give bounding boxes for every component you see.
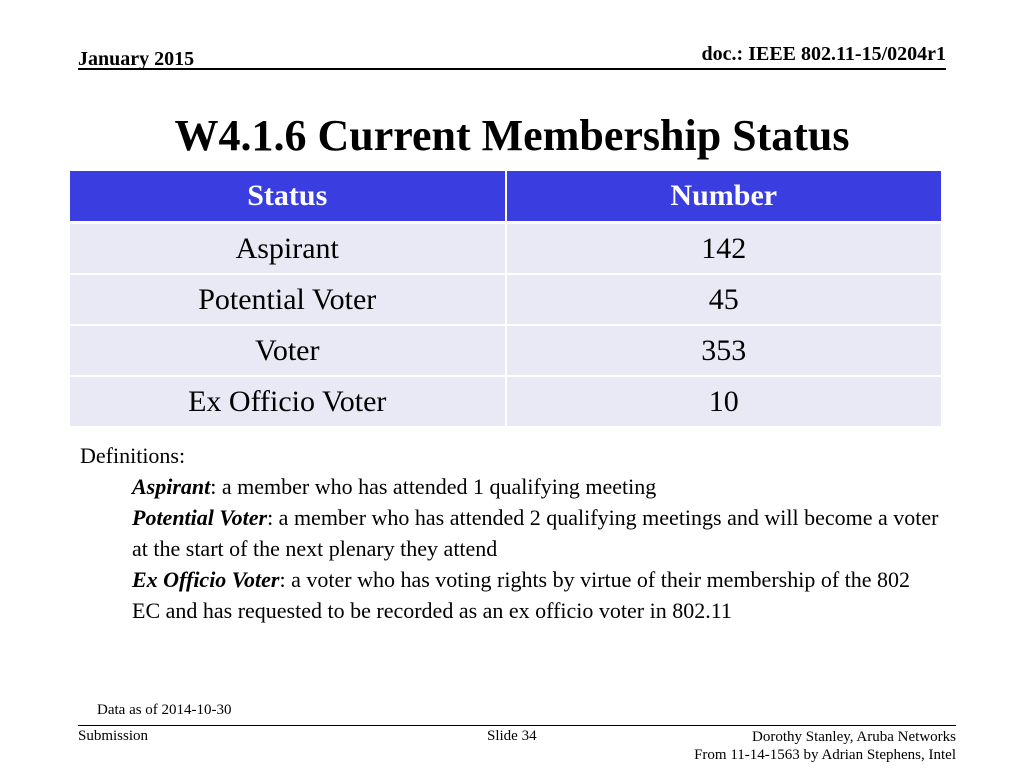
status-cell: Ex Officio Voter xyxy=(70,376,506,426)
definition-term: Ex Officio Voter xyxy=(132,567,280,592)
definition-item xyxy=(80,564,940,626)
document-id: doc.: IEEE 802.11-15/0204r1 xyxy=(701,43,946,65)
definition-item xyxy=(80,502,940,564)
status-cell: Aspirant xyxy=(70,223,506,275)
table-row xyxy=(70,223,941,275)
number-cell: 353 xyxy=(506,325,942,376)
status-cell: Potential Voter xyxy=(70,274,506,325)
slide-number: Slide 34 xyxy=(487,728,537,744)
definition-term: Potential Voter xyxy=(132,505,268,530)
membership-table xyxy=(70,171,941,426)
number-cell: 10 xyxy=(506,376,942,426)
definition-item xyxy=(80,471,940,502)
slide-title: W4.1.6 Current Membership Status xyxy=(174,111,850,160)
footer-author xyxy=(694,728,956,764)
table-row xyxy=(70,376,941,426)
header-date: January 2015 xyxy=(78,48,195,70)
table-row xyxy=(70,274,941,325)
definitions-heading: Definitions: xyxy=(80,443,186,468)
header-divider xyxy=(78,68,946,70)
footer-submission: Submission xyxy=(78,728,149,744)
data-date-note: Data as of 2014-10-30 xyxy=(97,702,232,718)
author-line: Dorothy Stanley, Aruba Networks xyxy=(752,729,956,745)
table-header-row xyxy=(70,171,941,223)
definition-text: : a member who has attended 2 qualifying meetings and will become a voter at the start of the next plenary they attend xyxy=(132,505,939,561)
definition-text: : a member who has attended 1 qualifying meeting xyxy=(210,474,657,499)
status-cell: Voter xyxy=(70,325,506,376)
definition-text: : a voter who has voting rights by virtue of their membership of the 802 EC and has requested to be recorded as an ex officio voter in 802.11 xyxy=(132,567,911,623)
column-header-status: Status xyxy=(70,171,506,223)
definitions-section xyxy=(80,440,940,626)
footer-divider xyxy=(78,725,956,726)
definition-term: Aspirant xyxy=(132,474,211,499)
number-cell: 45 xyxy=(506,274,942,325)
column-header-number: Number xyxy=(506,171,942,223)
number-cell: 142 xyxy=(506,223,942,275)
source-line: From 11-14-1563 by Adrian Stephens, Intel xyxy=(694,747,956,763)
table-row xyxy=(70,325,941,376)
